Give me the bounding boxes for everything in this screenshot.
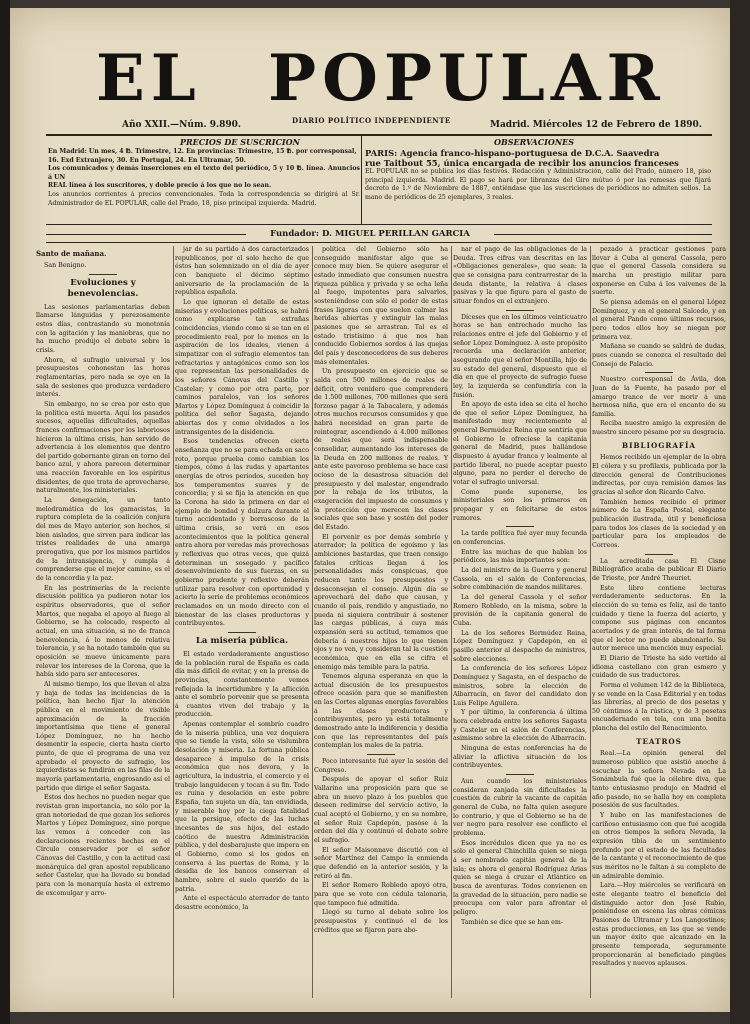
masthead-title-popular: POPULAR [268, 41, 666, 116]
paragraph: El estado verdaderamente angustioso de la población rural de España es cada día más difícil de evitar, y en la prensa de provincias, constantemente vemos reflejada la incertidumbre y la aflicción ante el sombrío porvenir que se presenta á cuantos viven del trabajo y la producción. [175, 650, 309, 719]
subscription-line-1: En Madrid: Un mes, 4 ℔. Trimestre, 12. En provincias: Trimestre, 15 ℔. por corresponsal, [48, 148, 357, 155]
paragraph: Se piensa además en el general López Domínguez, y en el general Salcedo, y en el general Pando como últimos recursos, pero todos ellos hoy se niegan por primera vez. [592, 298, 726, 341]
paragraph: Real.—La opinión general del numeroso público que asistió anoche á escuchar la señora Nevada en La Sonámbula fué que la célebre diva, que tanto entusiasmo produjo en Madrid el año pasado, no se halla hoy en completa posesión de sus facultades. [592, 750, 726, 810]
columns-top-rule [46, 242, 712, 243]
notice-divider [361, 136, 362, 224]
paragraph: Llegó su turno al debate sobre los presupuestos y continuó el de los créditos que se fijaron para abo- [314, 909, 448, 934]
subscription-line-4: REAL línea á los suscritores, y doble precio á los que no lo sean. [48, 182, 272, 190]
paragraph: La de los señores Bermúdez Reina, López Domínguez y Capdepón, en el pasillo anterior al despacho de ministros, sobre elecciones. [453, 629, 587, 663]
paragraph: La conferencia de los señores López Domínguez y Sagasta, en el despacho de ministros, sobre la elección de Albarracín, en favor del candidato don Luis Felipe Aguilera. [453, 665, 587, 707]
founder-line: Fundador: D. MIGUEL PERILLAN GARCIA [270, 229, 470, 239]
masthead-subtitle: DIARIO POLÍTICO INDEPENDIENTE [292, 116, 451, 125]
section-heading-bibliografia: BIBLIOGRAFÍA [622, 440, 696, 450]
paragraph: También se dice que se han em- [461, 918, 563, 926]
issue-number: Año XXII.—Núm. 9.890. [122, 120, 242, 130]
subscription-line-5: Los anuncios corrientes á precios convencionales. Toda la correspondencia se dirigirá al Sr. Administrador de EL POPULAR, calle del Prado, 18, piso principal izquierda. Madrid. [48, 190, 360, 207]
article-heading-miseria: La miseria pública. [195, 635, 289, 646]
paragraph: Y por último, la conferencia á última hora celebrada entre los señores Sagasta y Castelar en el salón de Conferencias, asimismo sobre la elección de Albarracín. [453, 709, 587, 743]
separator [89, 274, 117, 275]
separator [645, 372, 673, 373]
section-heading-teatros: TEATROS [636, 736, 682, 746]
notice-bottom-rule [46, 224, 712, 225]
column-4 [453, 246, 587, 998]
saint-name: San Benigno. [44, 262, 87, 269]
paragraph: Esos tendencias ofrecen cierta enseñanza que no se para echada en saco roto, porque prueba como cambian los tiempos, cómo á las rudas y apartantes energías de otros periodos, suceden hoy los temperamentos suaves y de concordia; y si se fija la atención en que la Corona ha sido la primera en dar el ejemplo de bondad y dulzura durante el turno accidentado y borrascoso de la última crisis, se verá en esos acontecimientos que la política general entra ahora por veredas más provechosas y reflexivas que otras veces, que quizá determinan un sosegado y pacífico desenvolvimiento de sus fuerzas, en su gobierno prudente y reflexivo deberán utilizar para resolver con oportunidad y acierto la serie de problemas económicos reclamados en un modo directo con el bienestar de las clases productoras y contribuyentes. [175, 438, 309, 628]
page-edge [730, 0, 750, 1024]
observations-line-1: PARIS: Agencia franco-hispano-portuguesa de D.C.A. Saavedra [365, 148, 660, 158]
paragraph: Lo que ignoran el detalle de estas miserias y evoluciones políticas, se habrá como explicarse tan extrañas coincidencias, viendo como si se tan en el procedimiento real, por lo menos en la aspiración de los ideales, vienen á simpatizar con el sufragio elementos tan refractarios y antagónicos como son los que representan las personalidades de los señores Cánovas del Castillo y Castelar; y como por otra parte, por caminos paralelos, van los señores Martos y López Domínguez á coincidir la política del señor Sagasta, dejando abiertas dos y como olvidados a los intransigentes de la disidencia. [175, 298, 309, 436]
separator [367, 754, 395, 755]
binding-edge [0, 0, 10, 1024]
column-3 [314, 246, 448, 998]
paragraph: Este libro contiene lecturas verdaderamente seductoras. En la elección de su tema es feliz, así de tanto cuidado y tiene la fuerza del acierto, y compone sus páginas con encantos acertados y de gran interés, de tal forma que el lector no puede abandonarlo. Su autor merece una mención muy especial. [592, 584, 726, 653]
paragraph: Y hubo en las manifestaciones de cariñoso entusiasmo con que fué acogida en otros tiempos la señora Nevada, la expresión tibia de un sentimiento profundo por el estado de las facultades de la cantante y el reconocimiento de que sus méritos no le faltan á su completo de un admirable dominio. [592, 812, 726, 880]
column-2 [175, 246, 309, 998]
column-gutter [312, 246, 313, 998]
article-heading-evoluciones: Evoluciones y benevolencias. [67, 277, 139, 299]
column-gutter [173, 246, 174, 998]
paragraph: Esos incrédulos dicen que ya no es sólo el general Chinchilla quien se niega á ser nombrado capitán general de la isla; es ahora el general Rodríguez Arias quien se niega á cruzar el Atlántico en busca de aventuras. Todos convienen en la gravedad de la situación, pero nadie se preocupa con valor para afrontar el peligro. [453, 839, 587, 916]
paragraph: El porvenir es por demás sombrío y aterrador; la política de egoísmo y las ambiciones bastardas, que traen consigo fatales críticas llegan á los personalidades más conspicuas, que reducen tanto los presupuestos y desaconsejan el consejo. Algún día se aprovechará del daño que causan, y cuando el país, rendido y angustiado, no pueda ni siquiera contribuir á sostener las cargas públicas, á cuya más expansión será su actitud, temamos que debería á nuestros hijos lo que tienen ojos y no ven, y consideran tal la cuestión económica, que en ella se cifra el enemigo más temible para la patria. [314, 533, 448, 671]
column-gutter [590, 246, 591, 998]
paragraph: Reciba nuestro amigo la expresión de nuestro sincero pésame por su desgracia. [592, 420, 726, 437]
paragraph: La tarde política fué ayer muy fecunda en conferencias. [453, 530, 587, 546]
observations-heading: OBSERVACIONES [494, 137, 575, 147]
separator [228, 632, 256, 633]
paragraph: La acreditada casa El Cisne Bibliográfico acaba de publicar El Diario de Trieste, por André Theuriet. [592, 557, 726, 582]
separator [506, 774, 534, 775]
masthead-title-el: EL [96, 41, 202, 116]
paragraph: El Diario de Trieste ha sido vertido al idioma castellano con gran esmero y cuidado de sus traductores. [592, 654, 726, 680]
paragraph: Nuestro corresponsal de Ávila, don Juan de la Fuente, ha pasado por el amargo trance de ver morir á una hermosa niña, que era el encanto de su familia. [592, 376, 726, 418]
paragraph: Aun cuando los ministeriales consideran zanjada sin dificultades la cuestión de cubrir la vacante de capitán general de Cuba, no falta quien asegure lo contrario, y que el Gobierno se ha de ver negro para resolver ese conflicto el problema. [453, 778, 587, 837]
paragraph: En apoyo de esta idea se cita el hecho de que el señor López Domínguez, ha manifestado muy recientemente al general Bermúdez Reina que sentiría que el Gobierno le ofreciese la capitanía general de Madrid, pues hallándose dispuesto á ayudar franca y lealmente al partido liberal, no puede aceptar puesto alguno, para no perder el derecho de votar el sufragio universal. [453, 401, 587, 487]
dateline [100, 120, 706, 134]
paragraph: La denegación, un tanto melodramática de los gamacistas, la ruptura completa de la coalición conjura del mes de Mayo anterior, son hechos, si bien aislados, que sirven para indicar las tristes realidades de una amarga prerogativa, que por los mismos partidos de la intransigencia, y cumpla á comprenderse que el mejor camino, es el de la concordia y la paz. [36, 497, 170, 582]
paragraph: Estos dos hechos no pueden negar que revistan gran importancia, no sólo por la gran notoriedad de que gozan los señores Martos y López Domínguez, sino porque las vemos á conceder con las declaraciones recientes hechas en el Círculo conservador por el señor Cánovas del Castillo, y con la actitud casi monárquica del gran apostol republicano señor Castelar, que ha llevado su bondad para con la monarquía hasta el extremo de excomulgar y arro- [36, 794, 170, 897]
paragraph: El señor Romero Robledo apoyó otra, para que se vote con cédula talonaria, que tampoco fué admitida. [314, 882, 448, 907]
paragraph: Al mismo tiempo, los que llevan el alza y baja de todas las incidencias de la política, han hecho fijar la atención pública en el movimiento de visible aproximación de la fracción importantísima que tiene el general López Domínguez, no ha hecho desmentir la especie, cierta hasta cierto punto, de que el programa de una vez aprobado el proyecto de sufragio, los izquierdistas se fundirán en las filas de la mayoría parlamentaria, engrosando así el partido que dirige el señor Sagasta. [36, 680, 170, 792]
paragraph: Sin embargo, no se crea por esto que la política está muerta. Aquí los pasados sucesos, aquellas dificultades, aquellas frances confirmaciones por los laboriosos hicieron la última crisis, han servido de advertencia á los elementos que dentro del partido gobernante giran en torno del banco azul, y ahora parecen determinar una reacción favorable en los espíritus disidentes, de que trata de aprovecharse, naturalmente, los ministeriales. [36, 400, 170, 495]
paragraph: También hemos recibido el primer número de La España Postal, elegante publicación ilustrada, útil y beneficiosa para todos los clases de la sociedad y en particular para los empleados de Correos. [592, 498, 726, 549]
paragraph: Hemos recibido un ejemplar de la obra El cólera y su profilaxis, publicada por la dirección general de Contribuciones indirectas, por cuya remisión damos las gracias al señor don Ricardo Calvo. [592, 454, 726, 497]
column-5 [592, 246, 726, 998]
paragraph: Ahora, el sufragio universal y los presupuestos cohonestan las horas reglamentarias, pero nada se oye en la sala de sesiones que produzca verdadero interés. [36, 356, 170, 399]
header-rule [46, 134, 712, 136]
paragraph: La del general Cassola y el señor Romero Robledo, en la misma, sobre la provisión de la capitanía general de Cuba. [453, 593, 587, 627]
observations-notice [365, 148, 711, 202]
paragraph: Las sesiones parlamentarias deben llamarse lánguidas y perezosamente estos días, contrastando su monotonía con la agitación y las maniobras, que no ha mucho prodújo el debate sobre la crisis. [36, 303, 170, 354]
paragraph: política del Gobierno sólo ha conseguido manifestar algo que se conoce muy bien. Se quiere asegurar el estado inmediato que consumen nuestra riqueza pública y privada y se echa leña al fuego, impotentes para salvarlos, sosteniéndose con sólo el poder de estas frases ligeras con que suelen calmar las heridas abiertas y extinguir las malas pasiones que se arrastran. Tal es el estado tristísimo á que nos han conducido Gobiernos sordos á las quejas del país y desconocedores de sus deberes más elementales. [314, 246, 448, 366]
newspaper-page [10, 8, 730, 1012]
paragraph: El señor Maisonnave discutió con el señor Martínez del Campo la enmienda que defendió en la anterior sesión, y la retiró al fin. [314, 846, 448, 880]
column-gutter [451, 246, 452, 998]
paragraph: Apenas contemplar el sombrío cuadro de la miseria pública, una vez doquiera que se tiende la vista, sólo se vislumbra desolación y miseria. La fortuna pública desaparece á impulso de la crisis económica que nos devora, y la agricultura, la industria, el comercio y el trabajo languidecen y tocan á su fin. Todo es ruina y desolación en este pobre España, tan sujeta un día, tan envidiada, y miserable hoy por la ciega fatalidad que la persigue, efecto de las luchas incesantes de sus hijos, del estado caótico de nuestra Administración pública, y del desbarajuste que impera en el Gobierno, como si los godos en conserva á las puertas de Roma, y la desidia de los bancos conservan el hambre, sobre el suelo querido de la patria. [175, 721, 309, 893]
paragraph: Díceses que en los últimos veinticuatro horas se han entrechado mucho las relaciones entre el jefe del Gobierno y el señor López Domínguez. A este propósito recuerda una declaración anterior, asegurando que el señor Montilla, hijo de su estado del general, dispuesto que el día en que el proyecto de sufragio fuese ley, la izquierda se confundiría con la fusión. [453, 313, 587, 399]
separator [645, 554, 673, 555]
paragraph: Ninguna de estas conferencias ha de aliviar la aflictiva situación de los contribuyentes. [453, 745, 587, 770]
subscription-line-2: 16. Exd Extranjero, 30. En Portugal, 24. En Ultramar, 50. [48, 156, 246, 164]
subscription-heading: PRECIOS DE SUSCRICION [180, 137, 300, 147]
paragraph: Tenemos alguna esperanza en que la actual discusión de los presupuestos ofrece ocasión para que se manifiesten en las Cortes algunas energías favorables á las clases productoras y contribuyentes, pero ya está totalmente demostrado ante la indiferencia y desidia con que las representantes del país contemplan los males de la patria. [314, 673, 448, 750]
subscription-prices [48, 148, 360, 208]
paragraph: Mañana se cuando se saldrá de dudas, pues cuando se conozca el resultado del Consejo de Palacio. [592, 343, 726, 368]
paragraph: La del ministro de la Guerra y general Cassola, en el salón de Conferencias, sobre combinación de mandos militares. [453, 566, 587, 592]
paragraph: Después de apoyar el señor Ruiz Vallarino una proposición para que se abra un nuevo plazo á los pueblos que deseen redimirse del servicio activo, la cual aceptó el Gobierno, y en su nombre, el señor Ruiz Capdepón, pasóse á la orden del día y continuó el debate sobre el sufragio. [314, 776, 448, 844]
paragraph: En las postrimerías de la reciente discusión política ya pudieron notar los espíritus observadores, que el señor Martos, que negaba el apoyo al fuego al Gobierno, se ha colocado, respecto al actual, en una situación, si no de franca benevolencia, á lo menos de relativa tolerancia, y se ha notado también que su oposición se mueve únicamente para relevar los intereses de la Corona, que la había sido para ser antecesores. [36, 584, 170, 679]
subscription-line-3: Los comunicados y demás inserciones en el texto del periódico, 5 y 10 ℔. línea. Anuncios á UN [48, 165, 360, 181]
paragraph: Como puede suponerse, los ministeriales son los primeros en propagar y en felicitarse de estos rumores. [453, 488, 587, 522]
paragraph: pezado á practicar gestiones para llevar á Cuba al general Cassola, pero que el general Cassola considera su marcha un prestigio militar para exponerse en Cuba á los vaivenes de la suerte. [592, 246, 726, 297]
paragraph: nar el pago de las obligaciones de la Deuda. Tres cifras van descritas en las «Obligaciones generales», que sean: la que se consigna para contrarrestar de la deuda distante, la relativa á clases pasivas y la que figura para el gasto de situar fondos en el extranjero. [453, 246, 587, 305]
paragraph: Lara.—Hoy miércoles se verificará en este elegante teatro el beneficio del distinguido actor don José Rubio, poniéndose en escena las obras cómicas Pasiones de Ultramar y Los Langostinos; estas producciones, en las que se vende un mayor éxito que alcanzado en la presente temporada, seguramente proporcionarán al beneficiado pingües resultados y nuevos aplausos. [592, 882, 726, 968]
paragraph: Ante el espectáculo aterrador de tanto desastre económico, la [175, 895, 309, 911]
separator [506, 526, 534, 527]
observations-line-3: EL POPULAR no se publica los días festivos. Redacción y Administración, calle del Prado, número 18, piso principal izquierda. Madrid. El pago se hará por libranzas del Giro mútuo ó por las remesas que fijará decreto de 1.º de Noviembre de 1887, entiéndase que las suscriciones de periódicos no admiten sellos. La mano de periódicos de 25 ejemplares, 3 reales. [365, 168, 711, 201]
separator [506, 310, 534, 311]
paragraph: Forma el volumen 142 de la Biblioteca, y se vende en la Casa Editorial y en todas las librerías, al precio de dos pesetas y 50 céntimos á la rústica, y de 3 pesetas encuadernado en tela, con una bonita plancha del estilo del Renacimiento. [592, 681, 726, 733]
paragraph: Un presupuesto en ejercicio que se salda con 500 millones de reales de déficit, otro venidero que comprenderá de 1.500 millones, 700 millones que será forzoso pagar á la Tabacalera, y además otros muchos recursos consumidos y que habrá necesidad en gran parte de reintegrar, ascendiendo á 4.000 millones de reales que será indispensable consolidar, aumentando los intereses de la Deuda en 200 millones de reales. Y ante este pavoroso problema se hace casi ocioso de la desastrosa situación del presupuesto y del malestar, engendrado por la rebaja de los tributos, la exageración del impuesto de consumos y la protección que merecen las clases sociales que son base y sostén del poder del Estado. [314, 368, 448, 531]
paragraph: Entre las muchas de que hablan los periódicos, las más importantes son: [453, 548, 587, 565]
paragraph: jar de su partido á dos caracterizados republicanos, por el solo hecho de que éstos han solemnizado en el día de ayer con banquete el décimo séptimo aniversario de la proclamación de la república española. [175, 246, 309, 297]
observations-line-2: rue Taitbout 55, única encargada de recibir los anuncios franceses [365, 158, 679, 168]
column-1 [36, 246, 170, 998]
paragraph: Poco interesante fué ayer la sesión del Congreso. [314, 758, 448, 774]
saint-label: Santo de mañana. [36, 249, 107, 258]
place-date: Madrid. Miércoles 12 de Febrero de 1890. [490, 120, 702, 130]
